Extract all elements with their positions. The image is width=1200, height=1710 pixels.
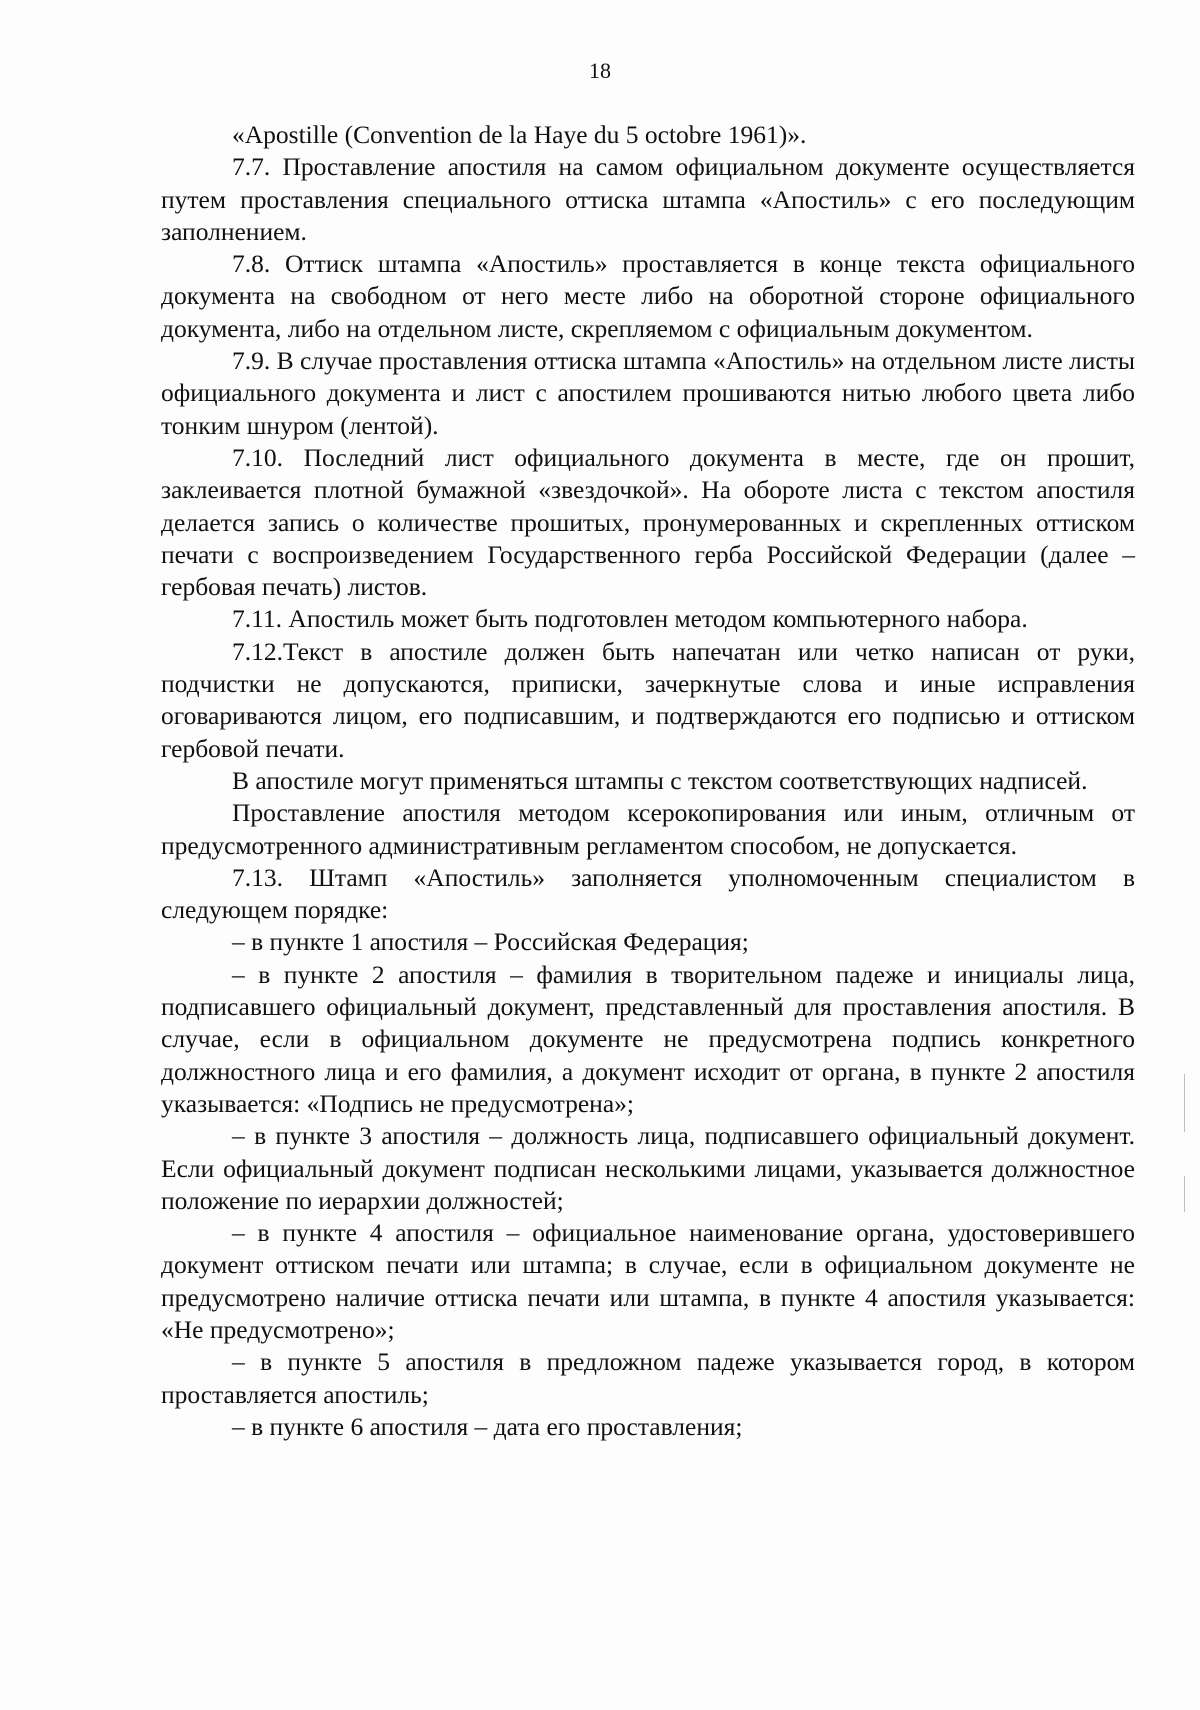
list-item-point-6: – в пункте 6 апостиля – дата его проставления; <box>232 1411 743 1441</box>
list-item-point-3: – в пункте 3 апостиля – должность лица, подписавшего официальный документ. Если официальный документ подписан несколькими лицами, указывается должностное положение по иерархии должностей; <box>161 1121 1135 1215</box>
paragraph-7-8: 7.8. Оттиск штампа «Апостиль» проставляется в конце текста официального документа на свободном от него месте либо на оборотной стороне официального документа, либо на отдельном листе, скрепляемом с официальным документом. <box>161 249 1135 343</box>
paragraph-stamps: В апостиле могут применяться штампы с текстом соответствующих надписей. <box>232 765 1088 795</box>
paragraph-7-11: 7.11. Апостиль может быть подготовлен методом компьютерного набора. <box>232 604 1028 634</box>
document-body <box>161 119 1135 1443</box>
paragraph-7-12: 7.12.Текст в апостиле должен быть напечатан или четко написан от руки, подчистки не допускаются, приписки, зачеркнутые слова и иные исправления оговариваются лицом, его подписавшим, и подтверждаются его подписью и оттиском гербовой печати. <box>161 636 1135 763</box>
paragraph-7-10: 7.10. Последний лист официального документа в месте, где он прошит, заклеивается плотной бумажной «звездочкой». На обороте листа с текстом апостиля делается запись о количестве прошитых, пронумерованных и скрепленных оттиском печати с воспроизведением Государственного герба Российской Федерации (далее – гербовая печать) листов. <box>161 442 1135 602</box>
paragraph-7-7: 7.7. Проставление апостиля на самом официальном документе осуществляется путем проставления специального оттиска штампа «Апостиль» с его последующим заполнением. <box>161 152 1135 246</box>
paragraph-photocopy: Проставление апостиля методом ксерокопирования или иным, отличным от предусмотренного административным регламентом способом, не допускается. <box>161 798 1135 860</box>
list-item-point-4: – в пункте 4 апостиля – официальное наименование органа, удостоверившего документ оттиском печати или штампа; в случае, если в официальном документе не предусмотрено наличие оттиска печати или штампа, в пункте 4 апостиля указывается: «Не предусмотрено»; <box>161 1218 1135 1344</box>
paragraph-apostille-title: «Apostille (Convention de la Haye du 5 octobre 1961)». <box>232 120 807 149</box>
list-item-point-2: – в пункте 2 апостиля – фамилия в творительном падеже и инициалы лица, подписавшего официальный документ, представленный для проставления апостиля. В случае, если в официальном документе не предусмотрена подпись конкретного должностного лица и его фамилия, а документ исходит от органа, в пункте 2 апостиля указывается: «Подпись не предусмотрена»; <box>161 959 1135 1118</box>
list-item-point-5: – в пункте 5 апостиля в предложном падеже указывается город, в котором проставляется апостиль; <box>161 1347 1135 1409</box>
scan-margin-mark <box>1184 1074 1185 1132</box>
scan-margin-mark <box>1184 1176 1185 1212</box>
paragraph-7-13: 7.13. Штамп «Апостиль» заполняется уполномоченным специалистом в следующем порядке: <box>161 862 1135 925</box>
list-item-point-1: – в пункте 1 апостиля – Российская Федерация; <box>232 927 749 957</box>
paragraph-7-9: 7.9. В случае проставления оттиска штампа «Апостиль» на отдельном листе листы официального документа и лист с апостилем прошиваются нитью любого цвета либо тонким шнуром (лентой). <box>161 346 1135 440</box>
page-number: 18 <box>589 58 611 83</box>
